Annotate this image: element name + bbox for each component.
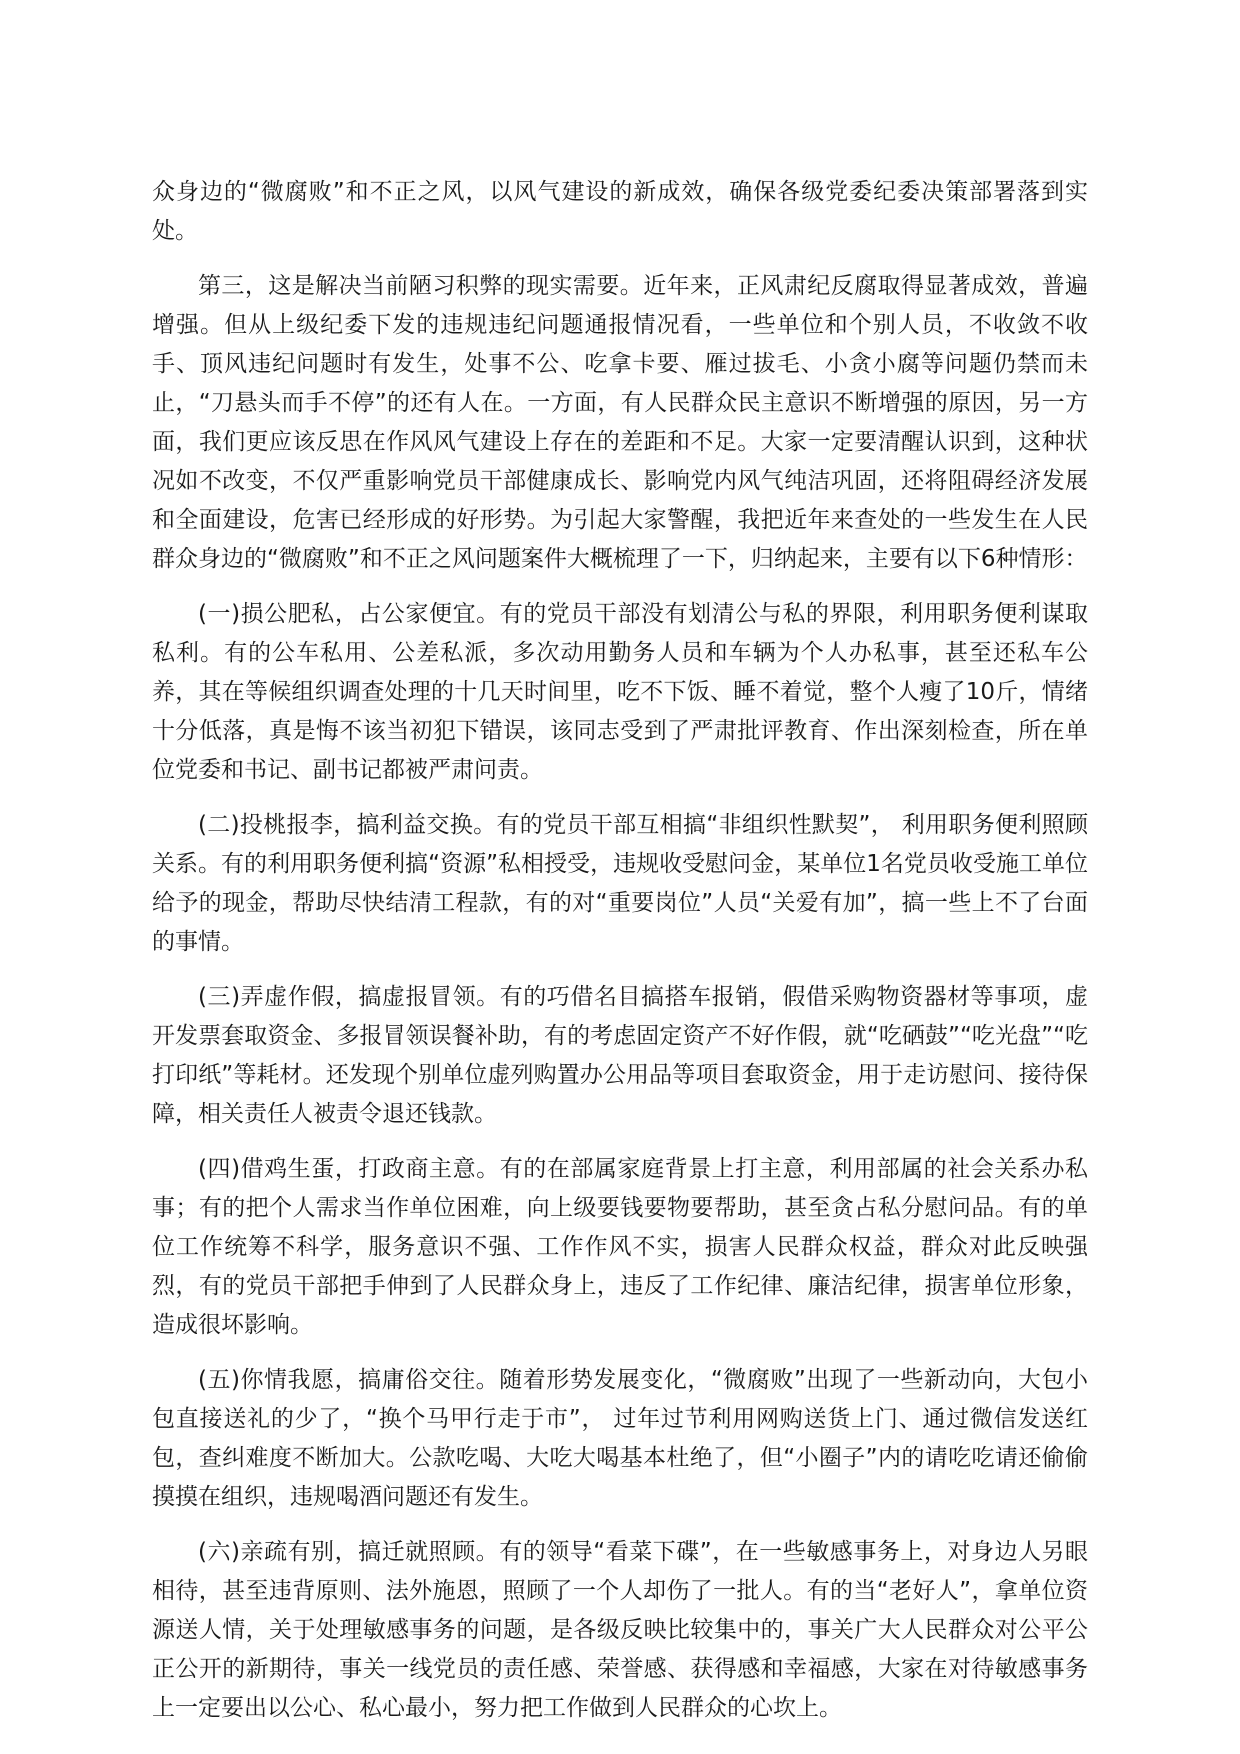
paragraph-case-2: (二)投桃报李，搞利益交换。有的党员干部互相搞“非组织性默契”， 利用职务便利照顾关系。有的利用职务便利搞“资源”私相授受，违规收受慰问金，某单位1名党员收受施工单位给予的现金，帮助尽快结清工程款，有的对“重要岗位”人员“关爱有加”，搞一些上不了台面的事情。 <box>152 812 1088 955</box>
paragraph-third-reason: 第三，这是解决当前陋习积弊的现实需要。近年来，正风肃纪反腐取得显著成效，普遍增强。但从上级纪委下发的违规违纪问题通报情况看，一些单位和个别人员，不收敛不收手、顶风违纪问题时有发生，处事不公、吃拿卡要、雁过拔毛、小贪小腐等问题仍禁而未止，“刀悬头而手不停”的还有人在。一方面，有人民群众民主意识不断增强的原因，另一方面，我们更应该反思在作风风气建设上存在的差距和不足。大家一定要清醒认识到，这种状况如不改变，不仅严重影响党员干部健康成长、影响党内风气纯洁巩固，还将阻碍经济发展和全面建设，危害已经形成的好形势。为引起大家警醒，我把近年来查处的一些发生在人民群众身边的“微腐败”和不正之风问题案件大概梳理了一下，归纳起来，主要有以下6种情形： <box>152 273 1088 572</box>
document-page <box>152 173 1088 1744</box>
paragraph-case-3: (三)弄虚作假，搞虚报冒领。有的巧借名目搞搭车报销，假借采购物资器材等事项，虚开发票套取资金、多报冒领误餐补助，有的考虑固定资产不好作假，就“吃硒鼓”“吃光盘”“吃打印纸”等耗材。还发现个别单位虚列购置办公用品等项目套取资金，用于走访慰问、接待保障，相关责任人被责令退还钱款。 <box>152 984 1088 1127</box>
paragraph-case-1: (一)损公肥私，占公家便宜。有的党员干部没有划清公与私的界限，利用职务便利谋取私利。有的公车私用、公差私派，多次动用勤务人员和车辆为个人办私事，甚至还私车公养，其在等候组织调查处理的十几天时间里，吃不下饭、睡不着觉，整个人瘦了10斤，情绪十分低落，真是悔不该当初犯下错误，该同志受到了严肃批评教育、作出深刻检查，所在单位党委和书记、副书记都被严肃问责。 <box>152 601 1088 783</box>
paragraph-continuation: 众身边的“微腐败”和不正之风，以风气建设的新成效，确保各级党委纪委决策部署落到实处。 <box>152 179 1088 244</box>
paragraph-case-4: (四)借鸡生蛋，打政商主意。有的在部属家庭背景上打主意，利用部属的社会关系办私事；有的把个人需求当作单位困难，向上级要钱要物要帮助，甚至贪占私分慰问品。有的单位工作统筹不科学，服务意识不强、工作作风不实，损害人民群众权益，群众对此反映强烈，有的党员干部把手伸到了人民群众身上，违反了工作纪律、廉洁纪律，损害单位形象，造成很坏影响。 <box>152 1156 1088 1338</box>
paragraph-case-5: (五)你情我愿，搞庸俗交往。随着形势发展变化，“微腐败”出现了一些新动向，大包小包直接送礼的少了，“换个马甲行走于市”， 过年过节利用网购送货上门、通过微信发送红包，查纠难度不断加大。公款吃喝、大吃大喝基本杜绝了，但“小圈子”内的请吃吃请还偷偷摸摸在组织，违规喝酒问题还有发生。 <box>152 1367 1088 1510</box>
paragraph-case-6: (六)亲疏有别，搞迁就照顾。有的领导“看菜下碟”，在一些敏感事务上，对身边人另眼相待，甚至违背原则、法外施恩，照顾了一个人却伤了一批人。有的当“老好人”，拿单位资源送人情，关于处理敏感事务的问题，是各级反映比较集中的，事关广大人民群众对公平公正公开的新期待，事关一线党员的责任感、荣誉感、获得感和幸福感，大家在对待敏感事务上一定要出以公心、私心最小，努力把工作做到人民群众的心坎上。 <box>152 1539 1088 1721</box>
